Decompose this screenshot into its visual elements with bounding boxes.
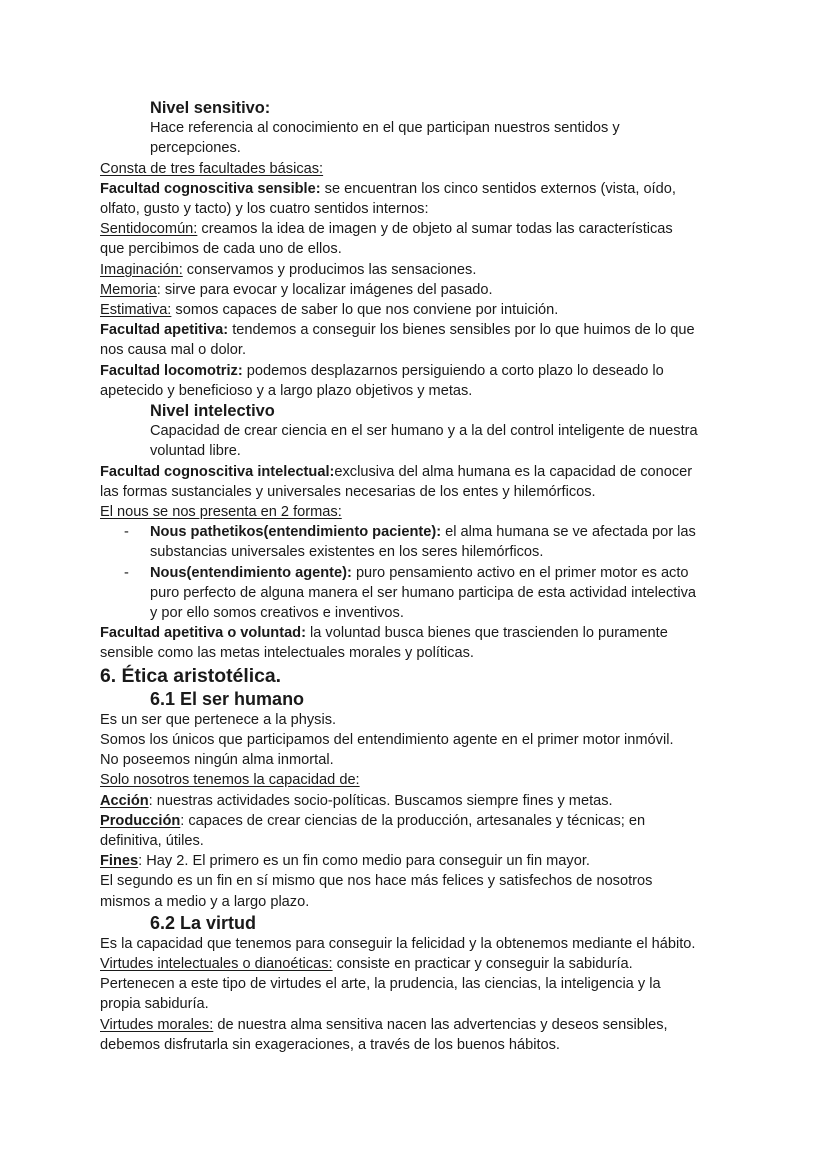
text: exclusiva del alma humana es la capacidad de conocer (334, 463, 693, 480)
paragraph (100, 280, 730, 300)
bold-term: Nous(entendimiento agente): (150, 564, 352, 581)
heading-ser-humano: 6.1 El ser humano (150, 688, 305, 709)
paragraph: definitiva, útiles. (100, 832, 204, 849)
text: se encuentran los cinco sentidos externos (vista, oído, (320, 180, 676, 197)
text: el alma humana se ve afectada por las (441, 524, 696, 541)
heading-etica-aristotelica: 6. Ética aristotélica. (100, 664, 282, 687)
heading-nivel-intelectivo: Nivel intelectivo (150, 402, 275, 421)
paragraph: apetecido y beneficioso y a largo plazo objetivos y metas. (100, 382, 473, 399)
underlined-term: Virtudes intelectuales o dianoéticas: (100, 955, 333, 972)
text: somos capaces de saber lo que nos conviene por intuición. (171, 302, 559, 319)
paragraph (100, 954, 730, 974)
paragraph (100, 791, 730, 811)
underlined-term: Virtudes morales: (100, 1016, 214, 1033)
text: la voluntad busca bienes que trascienden lo puramente (305, 625, 668, 642)
dash-bullet: - (124, 564, 129, 581)
underlined-subheading: Consta de tres facultades básicas: (100, 160, 324, 177)
paragraph (100, 623, 730, 643)
text: tendemos a conseguir los bienes sensibles por lo que huimos de lo que (228, 322, 695, 339)
paragraph: sensible como las metas intelectuales morales y políticas. (100, 645, 474, 662)
text: puro pensamiento activo en el primer motor es acto (351, 564, 689, 581)
list-item (100, 522, 730, 562)
list-item-line (150, 522, 730, 542)
paragraph (100, 361, 730, 381)
list-item-line (150, 563, 730, 583)
paragraph (100, 260, 730, 280)
paragraph: Capacidad de crear ciencia en el ser humano y a la del control inteligente de nuestra (150, 423, 698, 440)
paragraph (100, 219, 730, 239)
underlined-term: Imaginación: (100, 261, 183, 278)
bold-term: Facultad apetitiva: (100, 322, 229, 339)
bold-underlined-term: Acción (100, 792, 149, 809)
paragraph: Es un ser que pertenece a la physis. (100, 711, 337, 728)
text: : sirve para evocar y localizar imágenes del pasado. (156, 281, 493, 298)
text: : Hay 2. El primero es un fin como medio para conseguir un fin mayor. (138, 853, 590, 870)
text: : nuestras actividades socio-políticas. Buscamos siempre fines y metas. (148, 792, 613, 809)
paragraph (100, 1015, 730, 1035)
underlined-term: Memoria (100, 281, 157, 298)
paragraph: No poseemos ningún alma inmortal. (100, 752, 334, 769)
bold-term: Nous pathetikos(entendimiento paciente): (150, 524, 442, 541)
underlined-subheading: El nous se nos presenta en 2 formas: (100, 504, 342, 521)
text: conservamos y producimos las sensaciones. (182, 261, 477, 278)
paragraph: Hace referencia al conocimiento en el que participan nuestros sentidos y (150, 120, 620, 137)
paragraph: Pertenecen a este tipo de virtudes el arte, la prudencia, las ciencias, la inteligencia y la (100, 976, 661, 993)
bold-underlined-term: Producción (100, 812, 181, 829)
paragraph: debemos disfrutarla sin exageraciones, a través de los buenos hábitos. (100, 1036, 560, 1053)
paragraph: El segundo es un fin en sí mismo que nos hace más felices y satisfechos de nosotros (100, 873, 653, 890)
bold-term: Facultad cognoscitiva sensible: (100, 180, 321, 197)
text: : capaces de crear ciencias de la producción, artesanales y técnicas; en (180, 812, 646, 829)
paragraph (100, 811, 730, 831)
paragraph (100, 462, 730, 482)
text: de nuestra alma sensitiva nacen las advertencias y deseos sensibles, (213, 1016, 668, 1033)
list-item-line: puro perfecto de alguna manera el ser humano participa de esta actividad intelectiva (150, 584, 696, 601)
paragraph: voluntad libre. (150, 443, 241, 460)
list-item-line: substancias universales existentes en los seres hilemórficos. (150, 544, 544, 561)
paragraph: percepciones. (150, 140, 241, 157)
text: creamos la idea de imagen y de objeto al sumar todas las características (197, 221, 673, 238)
document-page (100, 98, 730, 1055)
heading-nivel-sensitivo: Nivel sensitivo: (150, 99, 271, 117)
bold-underlined-term: Fines (100, 853, 139, 870)
bold-term: Facultad apetitiva o voluntad: (100, 625, 306, 642)
paragraph (100, 300, 730, 320)
dash-bullet: - (124, 524, 129, 541)
paragraph: nos causa mal o dolor. (100, 342, 247, 359)
bold-term: Facultad locomotriz: (100, 362, 243, 379)
paragraph (100, 320, 730, 340)
paragraph: olfato, gusto y tacto) y los cuatro sentidos internos: (100, 201, 429, 218)
paragraph: las formas sustanciales y universales necesarias de los entes y hilemórficos. (100, 483, 596, 500)
heading-la-virtud: 6.2 La virtud (150, 912, 257, 933)
underlined-term: Sentidocomún: (100, 221, 198, 238)
text: consiste en practicar y conseguir la sabiduría. (332, 955, 633, 972)
list-item-line: y por ello somos creativos e inventivos. (150, 605, 404, 622)
paragraph: propia sabiduría. (100, 996, 209, 1013)
paragraph (100, 851, 730, 871)
paragraph: Somos los únicos que participamos del entendimiento agente en el primer motor inmóvil. (100, 731, 674, 748)
paragraph: Es la capacidad que tenemos para conseguir la felicidad y la obtenemos mediante el hábito. (100, 935, 696, 952)
paragraph: mismos a medio y a largo plazo. (100, 893, 310, 910)
text: podemos desplazarnos persiguiendo a corto plazo lo deseado lo (242, 362, 664, 379)
list-item (100, 563, 730, 624)
bold-term: Facultad cognoscitiva intelectual: (100, 463, 335, 480)
paragraph: que percibimos de cada uno de ellos. (100, 241, 342, 258)
paragraph (100, 179, 730, 199)
underlined-term: Estimativa: (100, 302, 172, 319)
underlined-subheading: Solo nosotros tenemos la capacidad de: (100, 772, 360, 789)
